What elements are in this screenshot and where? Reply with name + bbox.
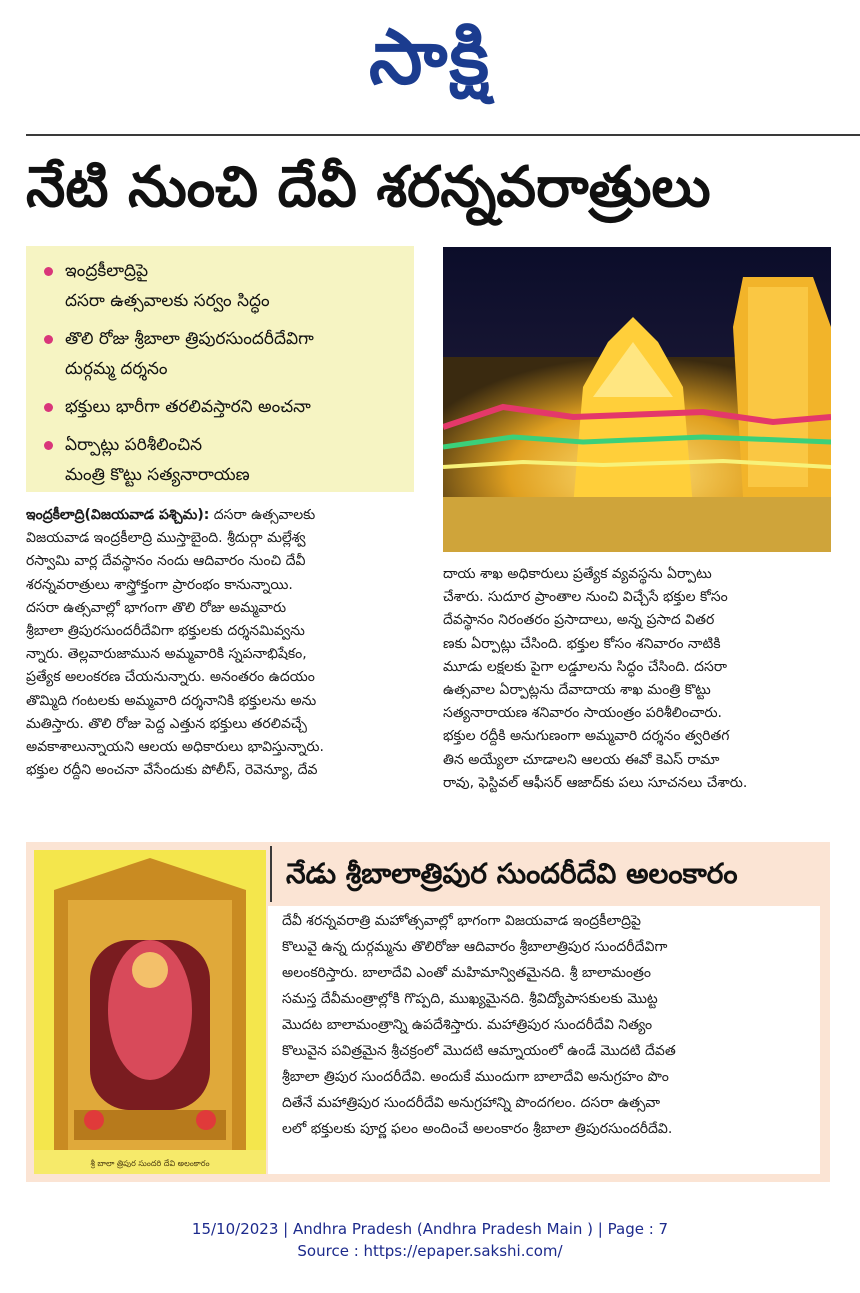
footer-source-link[interactable]: Source : https://epaper.sakshi.com/ xyxy=(297,1242,563,1260)
box-line: కొలువై ఉన్న దుర్గమ్మను తొలిరోజు ఆదివారం శ్రీబాలాత్రిపుర సుందరీదేవిగా xyxy=(282,939,668,955)
bullet-icon xyxy=(44,403,53,412)
bullet-icon xyxy=(44,267,53,276)
article-line: తిన అయ్యేలా చూడాలని ఆలయ ఈవో కెఎస్ రామా xyxy=(443,751,720,768)
box-line: సమస్త దేవీమంత్రాల్లోకి గొప్పది, ముఖ్యమైనది. శ్రీవిద్యోపాసకులకు మొట్ట xyxy=(282,991,658,1007)
bullet-icon xyxy=(44,335,53,344)
page-footer xyxy=(0,1218,860,1262)
article-line: ణకు ఏర్పాట్లు చేసింది. భక్తుల కోసం శనివారం నాటికి xyxy=(443,635,721,652)
article-line: శరన్నవరాత్రులు శాస్త్రోక్తంగా ప్రారంభం కానున్నాయి. xyxy=(26,576,293,593)
highlight-line: దుర్గమ్మ దర్శనం xyxy=(65,359,168,379)
article-line: శ్రీబాలా త్రిపురసుందరీదేవిగా భక్తులకు దర్శనమివ్వను xyxy=(26,623,305,640)
article-line: అవకాశాలున్నాయని ఆలయ అధికారులు భావిస్తున్నారు. xyxy=(26,739,324,756)
goddess-idol-photo xyxy=(34,850,266,1174)
photo-caption: శ్రీ బాలా త్రిపుర సుందరి దేవి అలంకారం xyxy=(90,1159,210,1168)
highlights-box xyxy=(26,246,414,492)
article-line: న్నారు. తెల్లవారుజామున అమ్మవారికి స్నపనాభిషేకం, xyxy=(26,646,307,663)
article-line: ప్రత్యేక అలంకరణ చేయనున్నారు. అనంతరం ఉదయం xyxy=(26,669,315,686)
temple-illumination-photo xyxy=(443,247,831,552)
box-line: శ్రీబాలా త్రిపుర సుందరీదేవి. అందుకే ముందుగా బాలాదేవి అనుగ్రహం పొం xyxy=(282,1069,669,1085)
dateline: ఇంద్రకీలాద్రి(విజయవాడ పశ్చిమ): xyxy=(26,507,210,523)
box-heading: నేడు శ్రీబాలాత్రిపుర సుందరీదేవి అలంకారం xyxy=(270,846,820,902)
temple-photo-art xyxy=(443,247,831,552)
highlight-line: మంత్రి కొట్టు సత్యనారాయణ xyxy=(65,465,250,485)
masthead-rule xyxy=(26,134,860,136)
article-line: సత్యనారాయణ శనివారం సాయంత్రం పరిశీలించారు. xyxy=(443,705,723,722)
bullet-icon xyxy=(44,441,53,450)
highlight-line: ఏర్పాట్లు పరిశీలించిన xyxy=(65,435,203,455)
highlight-item xyxy=(44,392,404,422)
highlight-line: ఇంద్రకీలాద్రిపై xyxy=(65,261,149,281)
box-line: కొలువైన పవిత్రమైన శ్రీచక్రంలో మొదటి ఆమ్నాయంలో ఉండే మొదటి దేవత xyxy=(282,1043,676,1059)
article-line: విజయవాడ ఇంద్రకీలాద్రి ముస్తాబైంది. శ్రీదుర్గా మల్లేశ్వ xyxy=(26,530,306,547)
masthead xyxy=(0,8,860,108)
article-line: మూడు లక్షలకు పైగా లడ్డూలను సిద్ధం చేసింది. దసరా xyxy=(443,658,728,675)
article-line: మతిస్తారు. తొలి రోజు పెద్ద ఎత్తున భక్తులు తరలివచ్చే xyxy=(26,715,307,732)
article-line: దసరా ఉత్సవాల్లో భాగంగా తొలి రోజు అమ్మవారు xyxy=(26,599,287,616)
highlight-item xyxy=(44,324,404,384)
box-body xyxy=(268,906,820,1174)
highlight-line: భక్తులు భారీగా తరలివస్తారని అంచనా xyxy=(65,397,311,417)
article-line: రస్వామి వార్ల దేవస్థానం నందు ఆదివారం నుంచి దేవీ xyxy=(26,553,306,570)
box-line: అలంకరిస్తారు. బాలాదేవి ఎంతో మహిమాన్వితమైనది. శ్రీ బాలామంత్రం xyxy=(282,965,651,981)
article-line: భక్తుల రద్దీని అంచనా వేసేందుకు పోలీస్, రెవెన్యూ, దేవ xyxy=(26,762,318,779)
article-column-right xyxy=(443,563,833,831)
article-line: రావు, ఫెస్టివల్ ఆఫీసర్ ఆజాద్‌కు పలు సూచనలు చేశారు. xyxy=(443,774,748,791)
article-line: భక్తుల రద్దీకి అనుగుణంగా అమ్మవారి దర్శనం త్వరితగ xyxy=(443,728,730,745)
highlight-line: తొలి రోజు శ్రీబాలా త్రిపురసుందరీదేవిగా xyxy=(65,329,314,349)
box-line: దేవీ శరన్నవరాత్రి మహోత్సవాల్లో భాగంగా విజయవాడ ఇంద్రకీలాద్రిపై xyxy=(282,913,641,929)
box-line: దితేనే మహాత్రిపుర సుందరీదేవి అనుగ్రహాన్ని పొందగలం. దసరా ఉత్సవా xyxy=(282,1095,661,1111)
highlight-item xyxy=(44,256,404,316)
box-line: లలో భక్తులకు పూర్ణ ఫలం అందించే అలంకారం శ్రీబాలా త్రిపురసుందరీదేవి. xyxy=(282,1121,673,1137)
highlight-line: దసరా ఉత్సవాలకు సర్వం సిద్ధం xyxy=(65,291,270,311)
article-line: తొమ్మిది గంటలకు అమ్మవారి దర్శనానికి భక్తులను అను xyxy=(26,692,317,709)
article-column-left xyxy=(26,504,420,830)
article-line: దాయ శాఖ అధికారులు ప్రత్యేక వ్యవస్థను ఏర్పాటు xyxy=(443,566,712,582)
article-line: ఉత్సవాల ఏర్పాట్లను దేవాదాయ శాఖ మంత్రి కొట్టు xyxy=(443,682,711,699)
idol-photo-art xyxy=(34,850,266,1174)
box-line: మొదట బాలామంత్రాన్ని ఉపదేశిస్తారు. మహాత్రిపుర సుందరీదేవి నిత్యం xyxy=(282,1017,653,1033)
headline: నేటి నుంచి దేవీ శరన్నవరాత్రులు xyxy=(26,155,711,220)
article-line: చేశారు. సుదూర ప్రాంతాల నుంచి విచ్చేసే భక్తుల కోసం xyxy=(443,589,728,606)
footer-publication-info: 15/10/2023 | Andhra Pradesh (Andhra Pradesh Main ) | Page : 7 xyxy=(191,1220,669,1238)
highlight-item xyxy=(44,430,404,490)
sakshi-logo: సాక్షి xyxy=(368,12,492,101)
article-line: దేవస్థానం నిరంతరం ప్రసాదాలు, అన్న ప్రసాద వితర xyxy=(443,612,715,629)
article-line: దసరా ఉత్సవాలకు xyxy=(213,507,316,523)
